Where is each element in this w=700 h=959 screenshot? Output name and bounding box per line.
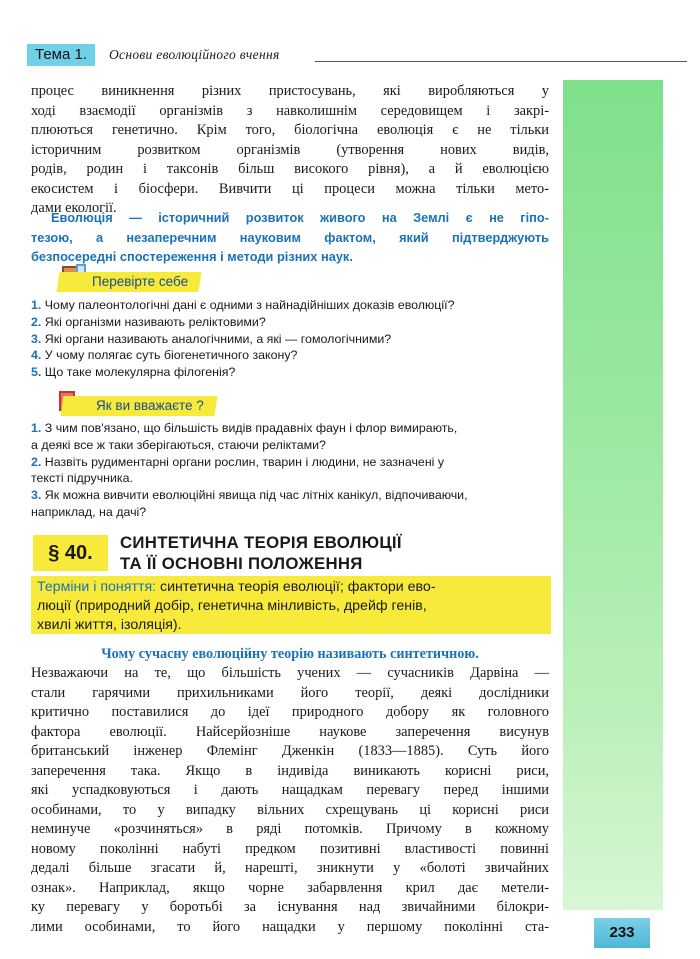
terms-line: синтетична теорія еволюції; фактори ево- [156, 579, 436, 595]
list-item: 2. Назвіть рудиментарні органи рослин, тварин і людини, не зазначені у [31, 454, 445, 469]
text-line: екосистем і біосфери. Вивчити ці процеси можна тільки мето- [31, 180, 549, 197]
text-line: процес виникнення різних пристосувань, які виробляються у [31, 83, 549, 99]
definition-line: тезою, а незаперечним науковим фактом, який підтверджують [31, 229, 549, 245]
terms-line: хвилі життя, ізоляція). [37, 617, 182, 633]
text-line: новому поколінні набуті предком позитивні властивості повинні [31, 840, 549, 857]
list-item: 5. Що таке молекулярна філогенія? [31, 365, 236, 380]
text-line: дедалі більше згасати й, нарешті, зникнути у «болоті звичайних [31, 860, 549, 876]
page-number: 233 [594, 918, 650, 948]
topic-title: Основи еволюційного вчення [109, 47, 280, 62]
text-line: заперечення така. Якщо в індивіда виникають корисні риси, [31, 762, 549, 779]
page-header [27, 44, 687, 66]
text-line: родів, родин і таксонів більш високого рівня), а й еволюцією [31, 161, 549, 177]
text-line: які успадковуються і дають нащадкам перевагу перед іншими [31, 782, 549, 798]
list-item: 4. У чому полягає суть біогенетичного закону? [31, 348, 298, 363]
think-questions-list [31, 420, 551, 521]
list-item-continued: тексті підручника. [31, 471, 133, 486]
intro-paragraph [31, 82, 549, 219]
terms-label: Терміни і поняття: [37, 579, 157, 595]
text-line: історичним розвитком організмів (утворення нових видів, [31, 141, 549, 158]
text-line: ході взаємодії організмів з навколишнім середовищем і закрі- [31, 102, 549, 119]
evolution-definition [31, 208, 549, 267]
paragraph-title [120, 532, 402, 574]
paragraph-number: § 40. [33, 535, 108, 571]
text-line: британський інженер Флемінг Дженкін (1833—1885). Суть його [31, 743, 549, 759]
text-line: плюються генетично. Крім того, біологічна еволюція є не тільки [31, 122, 549, 138]
check-questions-list [31, 297, 551, 381]
list-item: 1. З чим пов'язано, що більшість видів прадавніх фаун і флор вимирають, [31, 421, 458, 435]
text-line: фактора еволюції. Найсерйозніше наукове заперечення висунув [31, 723, 549, 740]
terms-box [31, 576, 551, 634]
list-item: 3. Які органи називають аналогічними, а які — гомологічними? [31, 331, 392, 346]
check-yourself-title: Перевірте себе [57, 272, 202, 292]
title-line: СИНТЕТИЧНА ТЕОРІЯ ЕВОЛЮЦІЇ [120, 533, 402, 552]
title-line: ТА ЇЇ ОСНОВНІ ПОЛОЖЕННЯ [120, 554, 363, 573]
text-line: неминуче «розчиняться» в ряді потомків. Причому в кожному [31, 821, 549, 837]
list-item: 1. Чому палеонтологічні дані є одними з найнадійніших доказів еволюції? [31, 298, 455, 312]
list-item-continued: наприклад, на дачі? [31, 504, 147, 519]
text-line: критично поставилися до ідеї природного добору як головного [31, 704, 549, 720]
list-item: 3. Як можна вивчити еволюційні явища під час літніх канікул, відпочиваючи, [31, 488, 468, 503]
text-line: лими особинами, то його нащадки у першому поколінні ста- [31, 918, 549, 935]
text-line: Незважаючи на те, що більшість учених — сучасників Дарвіна — [31, 665, 549, 681]
topic-label: Тема 1. [27, 44, 95, 66]
what-do-you-think-title: Як ви вважаєте ? [61, 396, 218, 416]
margin-green-band [563, 80, 663, 910]
list-item: 2. Які організми називають реліктовими? [31, 314, 266, 329]
text-line: ознак». Наприклад, якщо чорне забарвлення крил дає метели- [31, 879, 549, 896]
text-line: стали гарячими прихильниками його теорії, деякі дослідники [31, 684, 549, 701]
list-item-continued: а деякі все ж таки зберігаються, стаючи реліктами? [31, 437, 326, 452]
text-line: особинами, то у випадку вільних схрещувань ці корисні риси [31, 801, 549, 818]
terms-line: люції (природний добір, генетична мінливість, дрейф генів, [37, 598, 427, 614]
body-paragraph [31, 664, 549, 937]
definition-line: Еволюція — історичний розвиток живого на Землі є не гіпо- [51, 210, 549, 225]
text-line: ку перевагу у боротьбі за існування над звичайними білокри- [31, 899, 549, 915]
text-line: дами екології. [31, 200, 117, 216]
definition-line: безпосередні спостереження і методи різних наук. [31, 249, 353, 264]
section-question: Чому сучасну еволюційну теорію називають синтетичною. [101, 646, 479, 662]
header-rule [315, 61, 687, 62]
